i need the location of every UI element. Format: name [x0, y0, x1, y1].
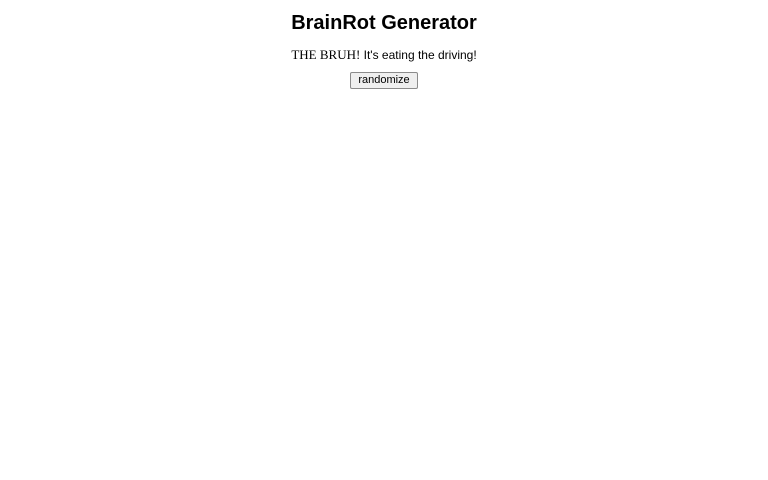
randomize-button[interactable]: randomize: [350, 72, 417, 89]
page: [0, 12, 768, 480]
button-row: [0, 70, 768, 89]
subtitle: [0, 47, 768, 63]
page-title: BrainRot Generator: [291, 12, 477, 34]
subtitle-rest-text: It's eating the driving!: [363, 48, 477, 62]
subtitle-lead-text: THE BRUH!: [291, 47, 361, 62]
